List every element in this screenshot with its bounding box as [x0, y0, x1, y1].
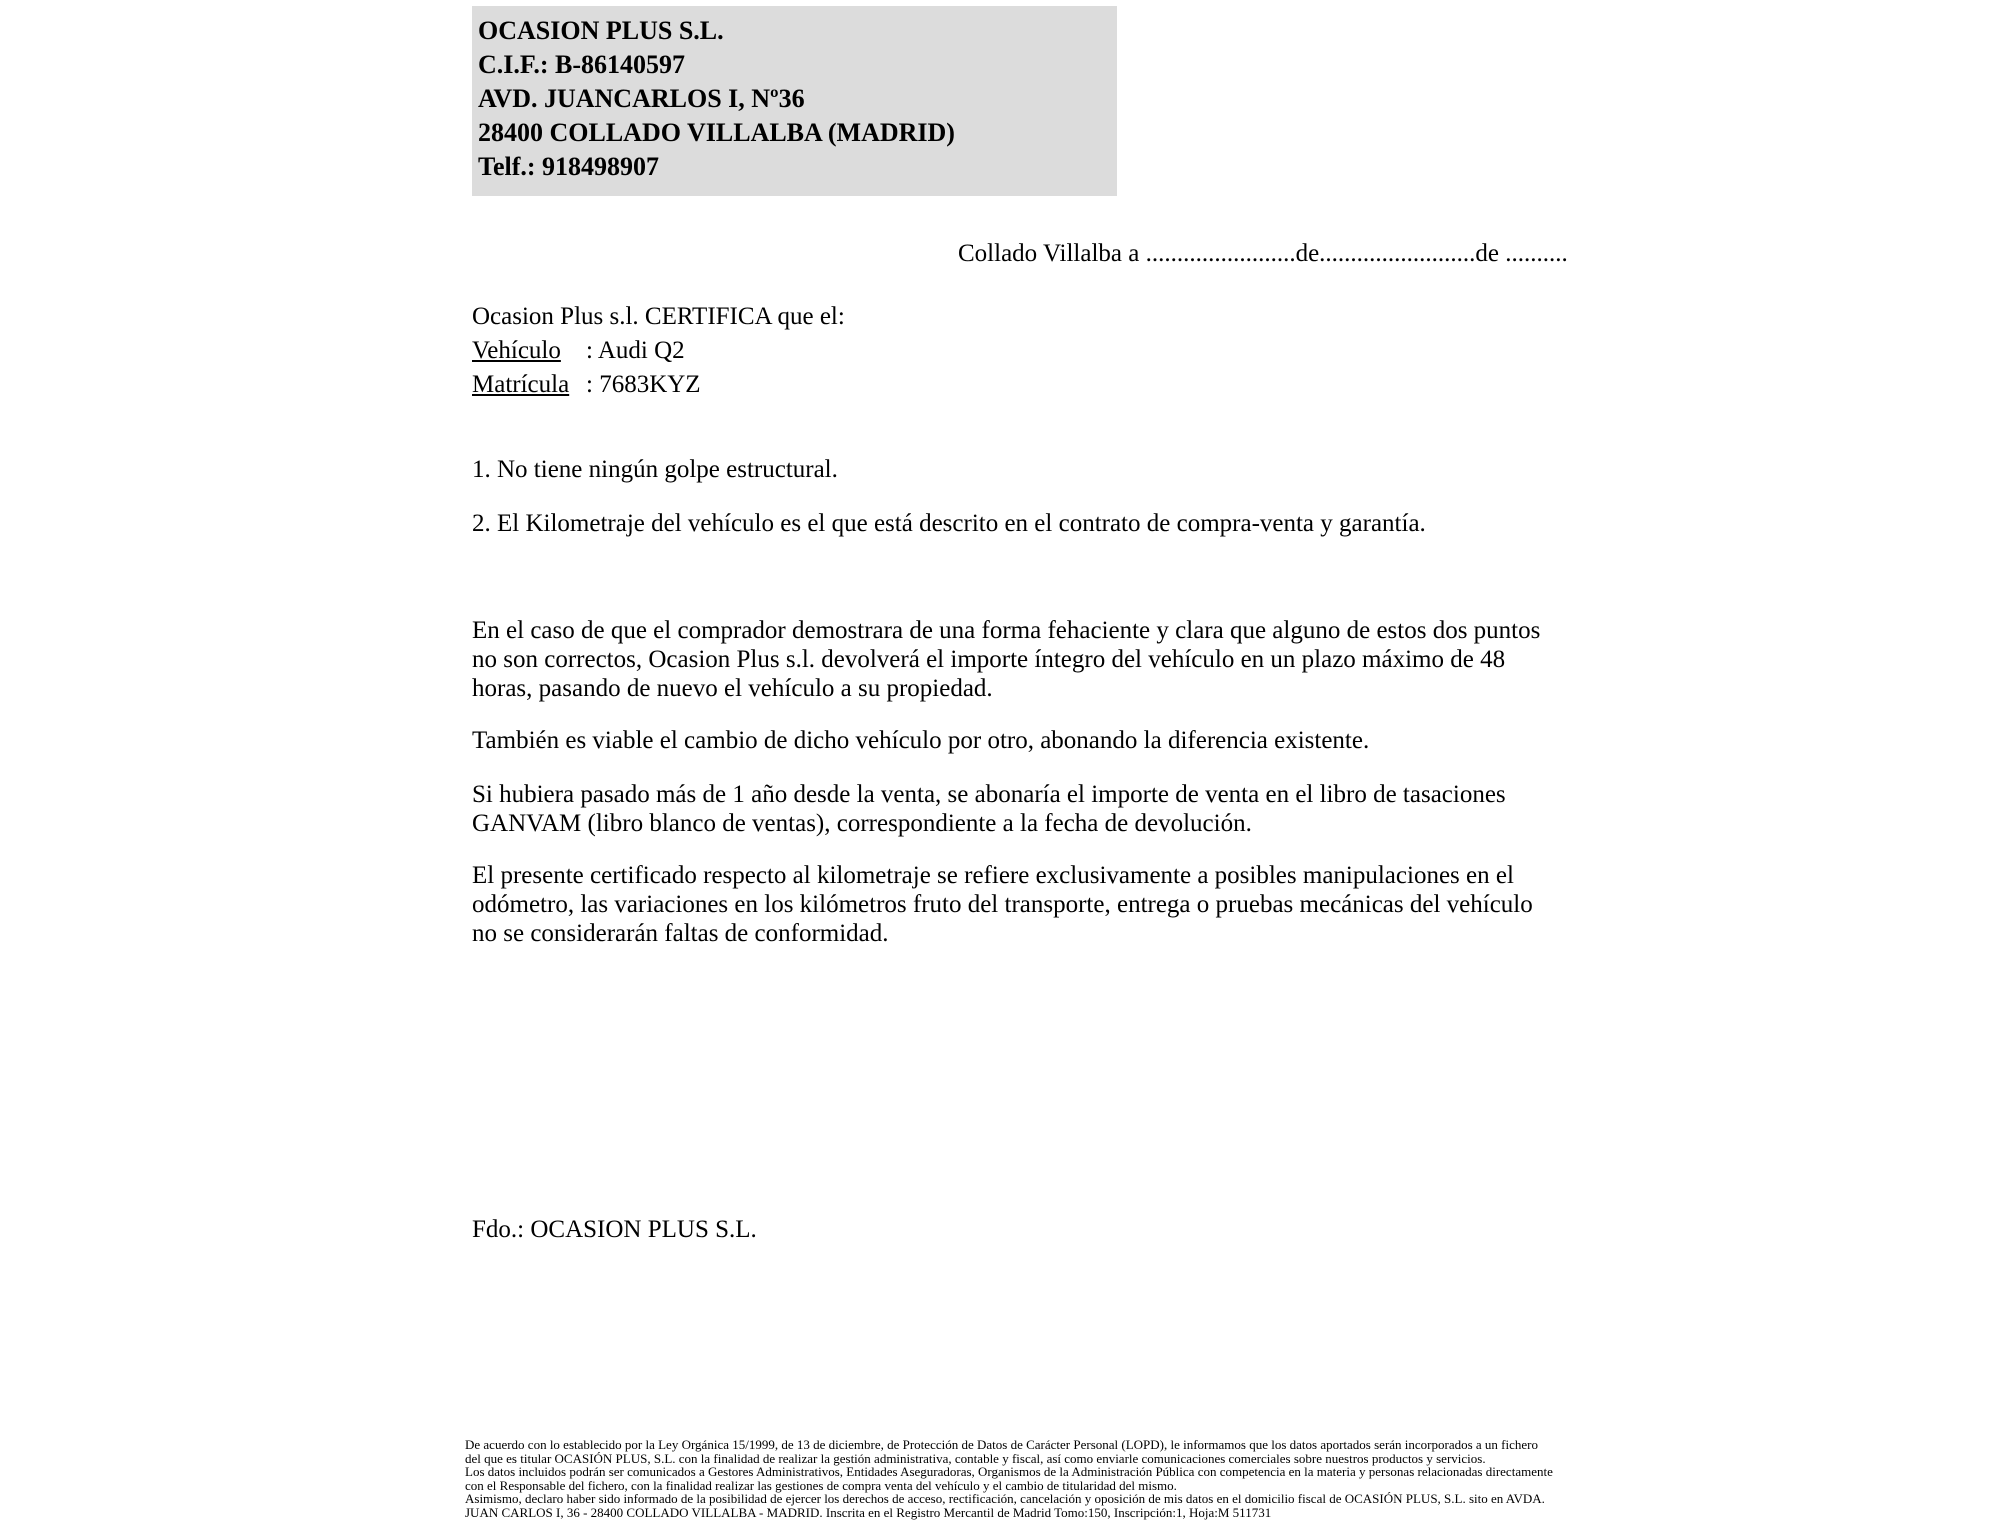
plate-label-wrap [472, 368, 586, 402]
certify-intro: Ocasion Plus s.l. CERTIFICA que el: [472, 303, 845, 330]
plate-label: Matrícula [472, 371, 570, 398]
company-phone: Telf.: 918498907 [478, 152, 660, 181]
paragraph-ganvam: Si hubiera pasado más de 1 año desde la venta, se abonaría el importe de venta en el libro de tasaciones GANVAM (libro blanco de ventas), correspondiente a la fecha de devolución. [472, 781, 1506, 837]
point-1: 1. No tiene ningún golpe estructural. [472, 456, 838, 483]
point-2: 2. El Kilometraje del vehículo es el que está descrito en el contrato de compra-venta y garantía. [472, 510, 1426, 537]
date-line: Collado Villalba a ........................de.........................de .......... [958, 240, 1568, 267]
company-address: AVD. JUANCARLOS I, Nº36 [478, 84, 805, 113]
vehicle-value: : Audi Q2 [586, 337, 685, 364]
plate-line [472, 368, 1547, 402]
company-name: OCASION PLUS S.L. [478, 16, 724, 45]
paragraph-refund: En el caso de que el comprador demostrara de una forma fehaciente y clara que alguno de estos dos puntos no son correctos, Ocasion Plus s.l. devolverá el importe íntegro del vehículo en un plazo máximo de 48 horas, pasando de nuevo el vehículo a su propiedad. [472, 617, 1541, 702]
company-header-block [472, 6, 1117, 196]
paragraph-odometer: El presente certificado respecto al kilometraje se refiere exclusivamente a posibles manipulaciones en el odómetro, las variaciones en los kilómetros fruto del transporte, entrega o pruebas mecánicas del vehículo no se considerarán faltas de conformidad. [472, 862, 1533, 947]
legal-paragraph-data-sharing: Los datos incluidos podrán ser comunicados a Gestores Administrativos, Entidades Aseguradoras, Organismos de la Administración Pública con competencia en la materia y personas relacionadas directamente con el Responsable del fichero, con la finalidad realizar las gestiones de compra venta del vehículo y el cambio de titularidad del mismo. [465, 1464, 1553, 1493]
vehicle-line [472, 334, 1547, 368]
legal-footer [465, 1438, 1555, 1520]
certificate-body [472, 300, 1547, 1244]
signature-line: Fdo.: OCASION PLUS S.L. [472, 1216, 757, 1243]
legal-paragraph-rights: Asimismo, declaro haber sido informado de la posibilidad de ejercer los derechos de acceso, rectificación, cancelación y oposición de mis datos en el domicilio fiscal de OCASIÓN PLUS, S.L. sito en AVDA. JUAN CARLOS I, 36 - 28400 COLLADO VILLALBA - MADRID. Inscrita en el Registro Mercantil de Madrid Tomo:150, Inscripción:1, Hoja:M 511731 [465, 1491, 1545, 1520]
vehicle-label: Vehículo [472, 337, 561, 364]
paragraph-exchange: También es viable el cambio de dicho vehículo por otro, abonando la diferencia existente. [472, 727, 1370, 754]
legal-paragraph-lopd: De acuerdo con lo establecido por la Ley Orgánica 15/1999, de 13 de diciembre, de Protección de Datos de Carácter Personal (LOPD), le informamos que los datos aportados serán incorporados a un fichero del que es titular OCASIÓN PLUS, S.L. con la finalidad de realizar la gestión administrativa, contable y fiscal, así como enviarle comunicaciones comerciales sobre nuestros productos y servicios. [465, 1437, 1538, 1466]
plate-value: : 7683KYZ [586, 371, 701, 398]
company-cif: C.I.F.: B-86140597 [478, 50, 686, 79]
company-city: 28400 COLLADO VILLALBA (MADRID) [478, 118, 955, 147]
vehicle-label-wrap [472, 334, 586, 368]
